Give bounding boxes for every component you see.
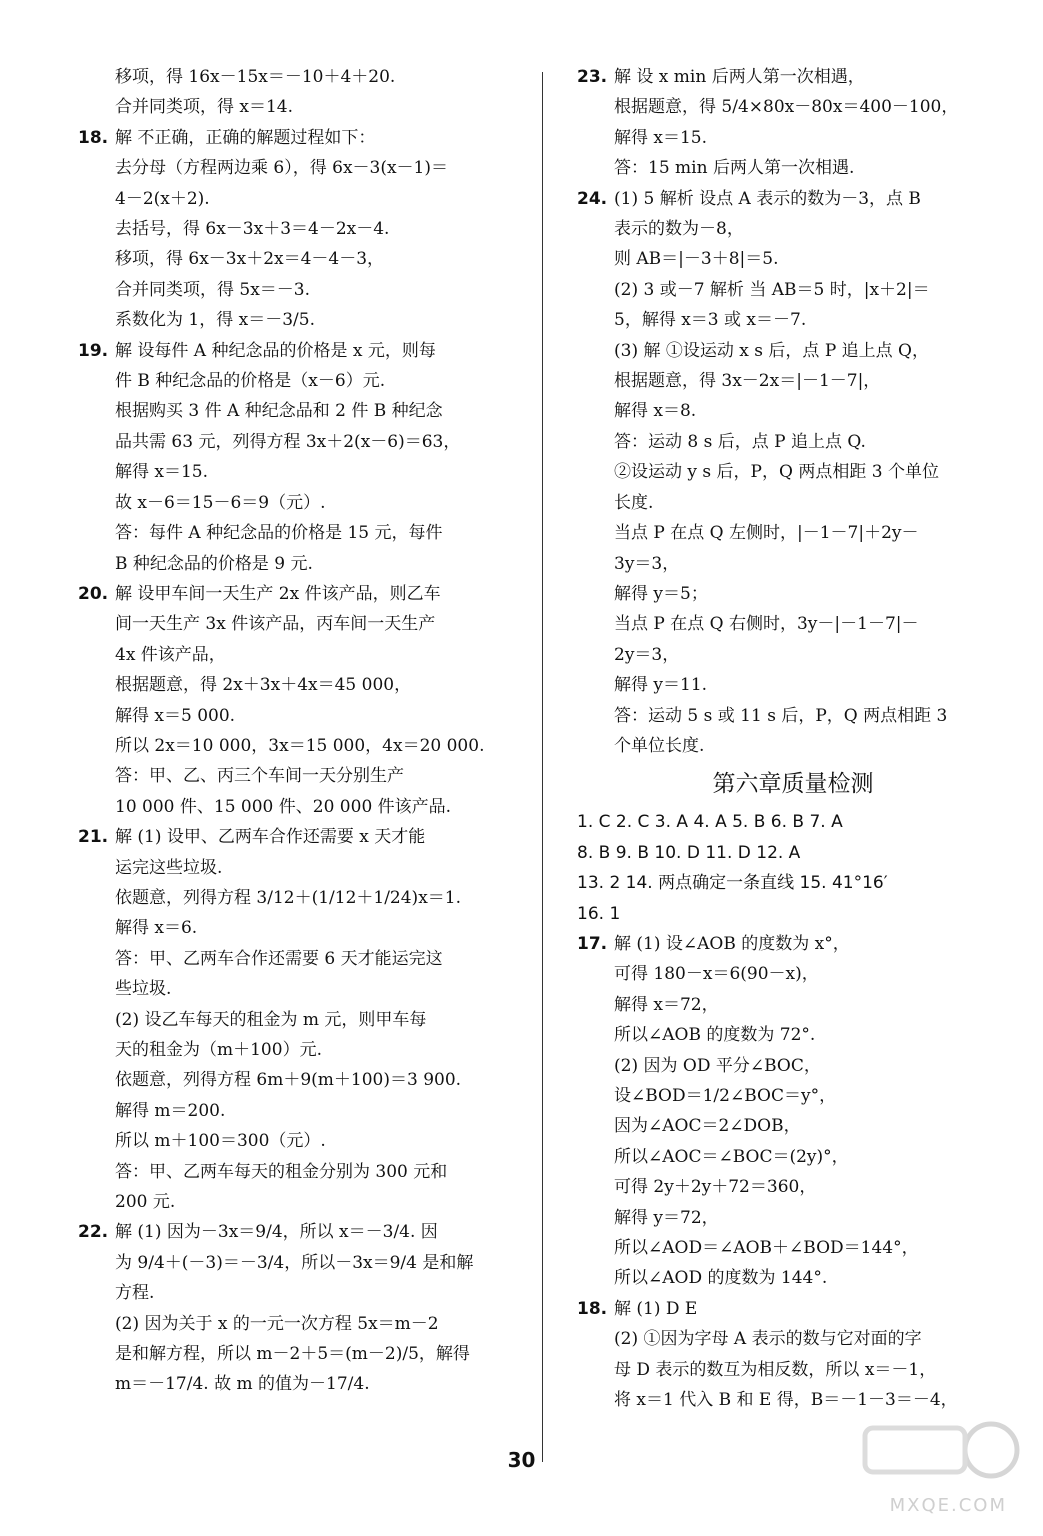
problem-line xyxy=(78,579,510,609)
text-line xyxy=(78,305,510,335)
line-text: 依题意，列得方程 3/12＋(1/12＋1/24)x＝1. xyxy=(115,887,462,908)
line-text: 所以∠AOD 的度数为 144°. xyxy=(614,1268,828,1289)
problem-number: 23. xyxy=(577,67,608,87)
line-text: 件 B 种纪念品的价格是（x－6）元. xyxy=(115,371,386,392)
line-text: 依题意，列得方程 6m＋9(m＋100)＝3 900. xyxy=(115,1070,462,1091)
column-divider xyxy=(542,72,543,1462)
line-text: (2) 因为 OD 平分∠BOC， xyxy=(614,1055,821,1076)
problem-line xyxy=(577,62,1009,92)
line-text: 根据题意，得 2x＋3x＋4x＝45 000， xyxy=(115,675,412,696)
text-line xyxy=(78,244,510,274)
problem-number: 19. xyxy=(78,340,109,361)
line-text: 答：甲、乙两车合作还需要 6 天才能运完这 xyxy=(115,948,443,969)
text-line xyxy=(78,1248,510,1278)
text-line xyxy=(78,761,510,791)
text-line xyxy=(78,883,510,913)
text-line xyxy=(577,1081,1009,1111)
line-text: 13. 2 14. 两点确定一条直线 15. 41°16′ xyxy=(577,873,888,894)
line-text: 5，解得 x＝3 或 x＝－7. xyxy=(614,310,807,331)
line-text: 答：运动 8 s 后，点 P 追上点 Q. xyxy=(614,431,866,452)
line-text: 所以∠AOC＝∠BOC＝(2y)°， xyxy=(614,1146,849,1167)
text-line xyxy=(577,670,1009,700)
line-text: 当点 P 在点 Q 左侧时，|－1－7|＋2y－ xyxy=(614,523,919,544)
right-column xyxy=(577,62,1009,1415)
text-line xyxy=(577,868,1009,898)
problem-number: 21. xyxy=(78,827,109,848)
line-text: 4x 件该产品， xyxy=(115,644,226,665)
line-text: 答：运动 5 s 或 11 s 后，P，Q 两点相距 3 xyxy=(614,705,948,726)
line-text: 根据题意，得 3x－2x＝|－1－7|， xyxy=(614,371,881,392)
line-text: 方程. xyxy=(115,1283,155,1304)
text-line xyxy=(577,838,1009,868)
line-text: 16. 1 xyxy=(577,903,621,924)
problem-number: 17. xyxy=(577,933,608,954)
problem-line xyxy=(78,822,510,852)
text-line xyxy=(78,853,510,883)
line-text: (2) ①因为字母 A 表示的数与它对面的字 xyxy=(614,1329,922,1350)
text-line xyxy=(577,899,1009,929)
text-line xyxy=(78,488,510,518)
text-line xyxy=(78,1096,510,1126)
line-text: (1) 5 解析 设点 A 表示的数为－3，点 B xyxy=(614,188,921,209)
text-line xyxy=(577,366,1009,396)
text-line xyxy=(577,92,1009,122)
text-line xyxy=(78,1005,510,1035)
text-line xyxy=(78,1065,510,1095)
line-text: 合并同类项，得 x＝14. xyxy=(115,97,294,118)
text-line xyxy=(577,336,1009,366)
line-text: (3) 解 ①设运动 x s 后，点 P 追上点 Q， xyxy=(614,340,929,361)
line-text: 运完这些垃圾. xyxy=(115,857,223,878)
line-text: 解 不正确，正确的解题过程如下： xyxy=(115,127,376,148)
text-line xyxy=(577,609,1009,639)
line-text: 可得 180－x＝6(90－x)， xyxy=(614,964,819,985)
text-line xyxy=(577,275,1009,305)
line-text: 1. C 2. C 3. A 4. A 5. B 6. B 7. A xyxy=(577,812,843,833)
line-text: 200 元. xyxy=(115,1192,176,1213)
text-line xyxy=(577,1051,1009,1081)
text-line xyxy=(577,396,1009,426)
line-text: 品共需 63 元，列得方程 3x＋2(x－6)＝63， xyxy=(115,431,461,452)
line-text: 解得 x＝72， xyxy=(614,994,719,1015)
problem-number: 18. xyxy=(78,127,109,148)
line-text: 根据题意，得 5/4×80x－80x＝400－100， xyxy=(614,97,959,118)
problem-number: 18. xyxy=(577,1298,608,1319)
text-line xyxy=(577,701,1009,731)
text-line xyxy=(78,670,510,700)
text-line xyxy=(577,640,1009,670)
line-text: 10 000 件、15 000 件、20 000 件该产品. xyxy=(115,796,452,817)
line-text: 设∠BOD＝1/2∠BOC＝y°， xyxy=(614,1086,837,1106)
line-text: 4－2(x＋2). xyxy=(115,188,210,209)
line-text: 是和解方程，所以 m－2＋5＝(m－2)/5，解得 xyxy=(115,1344,470,1365)
text-line xyxy=(78,913,510,943)
text-line xyxy=(577,1355,1009,1385)
line-text: 去括号，得 6x－3x＋3＝4－2x－4. xyxy=(115,219,390,240)
line-text: 答：甲、乙两车每天的租金分别为 300 元和 xyxy=(115,1161,448,1182)
line-text: (2) 因为关于 x 的一元一次方程 5x＝m－2 xyxy=(115,1313,439,1334)
problem-line xyxy=(577,1294,1009,1324)
text-line xyxy=(78,701,510,731)
line-text: 当点 P 在点 Q 右侧时，3y－|－1－7|－ xyxy=(614,614,919,635)
right-answers-block xyxy=(577,62,1009,761)
line-text: 母 D 表示的数互为相反数，所以 x＝－1， xyxy=(614,1359,937,1380)
line-text: 所以∠AOB 的度数为 72°. xyxy=(614,1025,816,1046)
line-text: 3y＝3， xyxy=(614,553,680,574)
text-line xyxy=(577,1142,1009,1172)
line-text: 移项，得 16x－15x＝－10＋4＋20. xyxy=(115,67,396,87)
text-line xyxy=(577,1020,1009,1050)
text-line xyxy=(577,244,1009,274)
text-line xyxy=(78,214,510,244)
line-text: (2) 设乙车每天的租金为 m 元，则甲车每 xyxy=(115,1009,427,1030)
line-text: 答：每件 A 种纪念品的价格是 15 元，每件 xyxy=(115,523,443,544)
text-line xyxy=(78,396,510,426)
line-text: 解得 x＝15. xyxy=(614,127,708,148)
left-column xyxy=(78,62,510,1400)
line-text: 2y＝3， xyxy=(614,644,680,665)
text-line xyxy=(577,305,1009,335)
text-line xyxy=(78,1369,510,1399)
line-text: 解得 y＝11. xyxy=(614,675,708,696)
text-line xyxy=(78,184,510,214)
text-line xyxy=(577,1233,1009,1263)
text-line xyxy=(577,1111,1009,1141)
text-line xyxy=(78,275,510,305)
line-text: 解得 m＝200. xyxy=(115,1100,226,1121)
text-line xyxy=(78,92,510,122)
text-line xyxy=(78,1278,510,1308)
line-text: 系数化为 1，得 x＝－3/5. xyxy=(115,310,315,331)
text-line xyxy=(78,1126,510,1156)
line-text: 移项，得 6x－3x＋2x＝4－4－3， xyxy=(115,249,385,270)
problem-number: 20. xyxy=(78,583,109,604)
line-text: (2) 3 或－7 解析 当 AB＝5 时，|x＋2|＝ xyxy=(614,279,930,300)
line-text: 间一天生产 3x 件该产品，丙车间一天生产 xyxy=(115,614,436,635)
text-line xyxy=(577,214,1009,244)
text-line xyxy=(577,457,1009,487)
line-text: 解 (1) D E xyxy=(614,1298,698,1319)
problem-line xyxy=(78,1217,510,1247)
text-line xyxy=(577,427,1009,457)
text-line xyxy=(78,640,510,670)
line-text: 则 AB＝|－3＋8|＝5. xyxy=(614,249,779,270)
text-line xyxy=(78,457,510,487)
text-line xyxy=(78,731,510,761)
line-text: 故 x－6＝15－6＝9（元）. xyxy=(115,492,326,513)
line-text: 答：15 min 后两人第一次相遇. xyxy=(614,158,855,179)
line-text: B 种纪念品的价格是 9 元. xyxy=(115,553,313,574)
text-line xyxy=(78,1339,510,1369)
text-line xyxy=(577,1172,1009,1202)
problem-line xyxy=(577,929,1009,959)
line-text: 长度. xyxy=(614,492,654,513)
text-line xyxy=(577,1324,1009,1354)
text-line xyxy=(577,959,1009,989)
text-line xyxy=(577,549,1009,579)
text-line xyxy=(78,153,510,183)
line-text: 解 设甲车间一天生产 2x 件该产品，则乙车 xyxy=(115,583,441,604)
line-text: 解得 y＝5； xyxy=(614,583,708,604)
line-text: 所以 m＋100＝300（元）. xyxy=(115,1131,326,1152)
chapter-six-answers-block xyxy=(577,807,1009,1415)
line-text: 为 9/4＋(－3)＝－3/4，所以－3x＝9/4 是和解 xyxy=(115,1252,474,1273)
text-line xyxy=(78,549,510,579)
problem-line xyxy=(577,184,1009,214)
line-text: 些垃圾. xyxy=(115,979,172,1000)
line-text: 解得 y＝72， xyxy=(614,1207,719,1228)
text-line xyxy=(577,1203,1009,1233)
line-text: 可得 2y＋2y＋72＝360， xyxy=(614,1177,817,1198)
line-text: 天的租金为（m＋100）元. xyxy=(115,1040,322,1060)
text-line xyxy=(78,518,510,548)
text-line xyxy=(78,974,510,1004)
line-text: 解 设 x min 后两人第一次相遇， xyxy=(614,67,865,87)
text-line xyxy=(78,1035,510,1065)
text-line xyxy=(78,944,510,974)
line-text: 所以∠AOD＝∠AOB＋∠BOD＝144°， xyxy=(614,1238,919,1259)
problem-line xyxy=(78,336,510,366)
problem-number: 24. xyxy=(577,188,608,209)
line-text: 解 (1) 因为－3x＝9/4，所以 x＝－3/4. 因 xyxy=(115,1222,438,1243)
text-line xyxy=(78,1309,510,1339)
text-line xyxy=(577,123,1009,153)
text-line xyxy=(78,366,510,396)
line-text: 解 (1) 设甲、乙两车合作还需要 x 天才能 xyxy=(115,827,426,848)
line-text: 解得 x＝6. xyxy=(115,918,198,939)
line-text: 解 设每件 A 种纪念品的价格是 x 元，则每 xyxy=(115,340,436,361)
text-line xyxy=(577,807,1009,837)
text-line xyxy=(577,731,1009,761)
text-line xyxy=(78,792,510,822)
section-title: 第六章质量检测 xyxy=(712,771,874,798)
line-text: 解得 x＝15. xyxy=(115,462,209,483)
line-text: 因为∠AOC＝2∠DOB， xyxy=(614,1116,801,1137)
line-text: 根据购买 3 件 A 种纪念品和 2 件 B 种纪念 xyxy=(115,401,443,422)
line-text: 8. B 9. B 10. D 11. D 12. A xyxy=(577,842,801,863)
line-text: ②设运动 y s 后，P，Q 两点相距 3 个单位 xyxy=(614,462,939,483)
line-text: 解得 x＝8. xyxy=(614,401,697,422)
line-text: 所以 2x＝10 000，3x＝15 000，4x＝20 000. xyxy=(115,735,485,756)
line-text: 个单位长度. xyxy=(614,735,705,756)
text-line xyxy=(78,62,510,92)
text-line xyxy=(577,518,1009,548)
line-text: 解 (1) 设∠AOB 的度数为 x°， xyxy=(614,933,850,954)
text-line xyxy=(577,990,1009,1020)
watermark-text: MXQE.COM xyxy=(889,1495,1007,1516)
line-text: 合并同类项，得 5x＝－3. xyxy=(115,279,311,300)
line-text: m＝－17/4. 故 m 的值为－17/4. xyxy=(115,1374,370,1395)
text-line xyxy=(78,427,510,457)
line-text: 答：甲、乙、丙三个车间一天分别生产 xyxy=(115,766,404,787)
text-line xyxy=(78,1157,510,1187)
line-text: 去分母（方程两边乘 6），得 6x－3(x－1)＝ xyxy=(115,158,449,179)
text-line xyxy=(577,579,1009,609)
problem-line xyxy=(78,123,510,153)
problem-number: 22. xyxy=(78,1222,109,1243)
line-text: 表示的数为－8， xyxy=(614,219,744,240)
text-line xyxy=(577,488,1009,518)
text-line xyxy=(577,153,1009,183)
line-text: 解得 x＝5 000. xyxy=(115,705,236,726)
text-line xyxy=(78,1187,510,1217)
text-line xyxy=(577,1263,1009,1293)
line-text: 将 x＝1 代入 B 和 E 得，B＝－1－3＝－4， xyxy=(614,1390,958,1411)
page-number: 30 xyxy=(507,1448,536,1472)
text-line xyxy=(78,609,510,639)
